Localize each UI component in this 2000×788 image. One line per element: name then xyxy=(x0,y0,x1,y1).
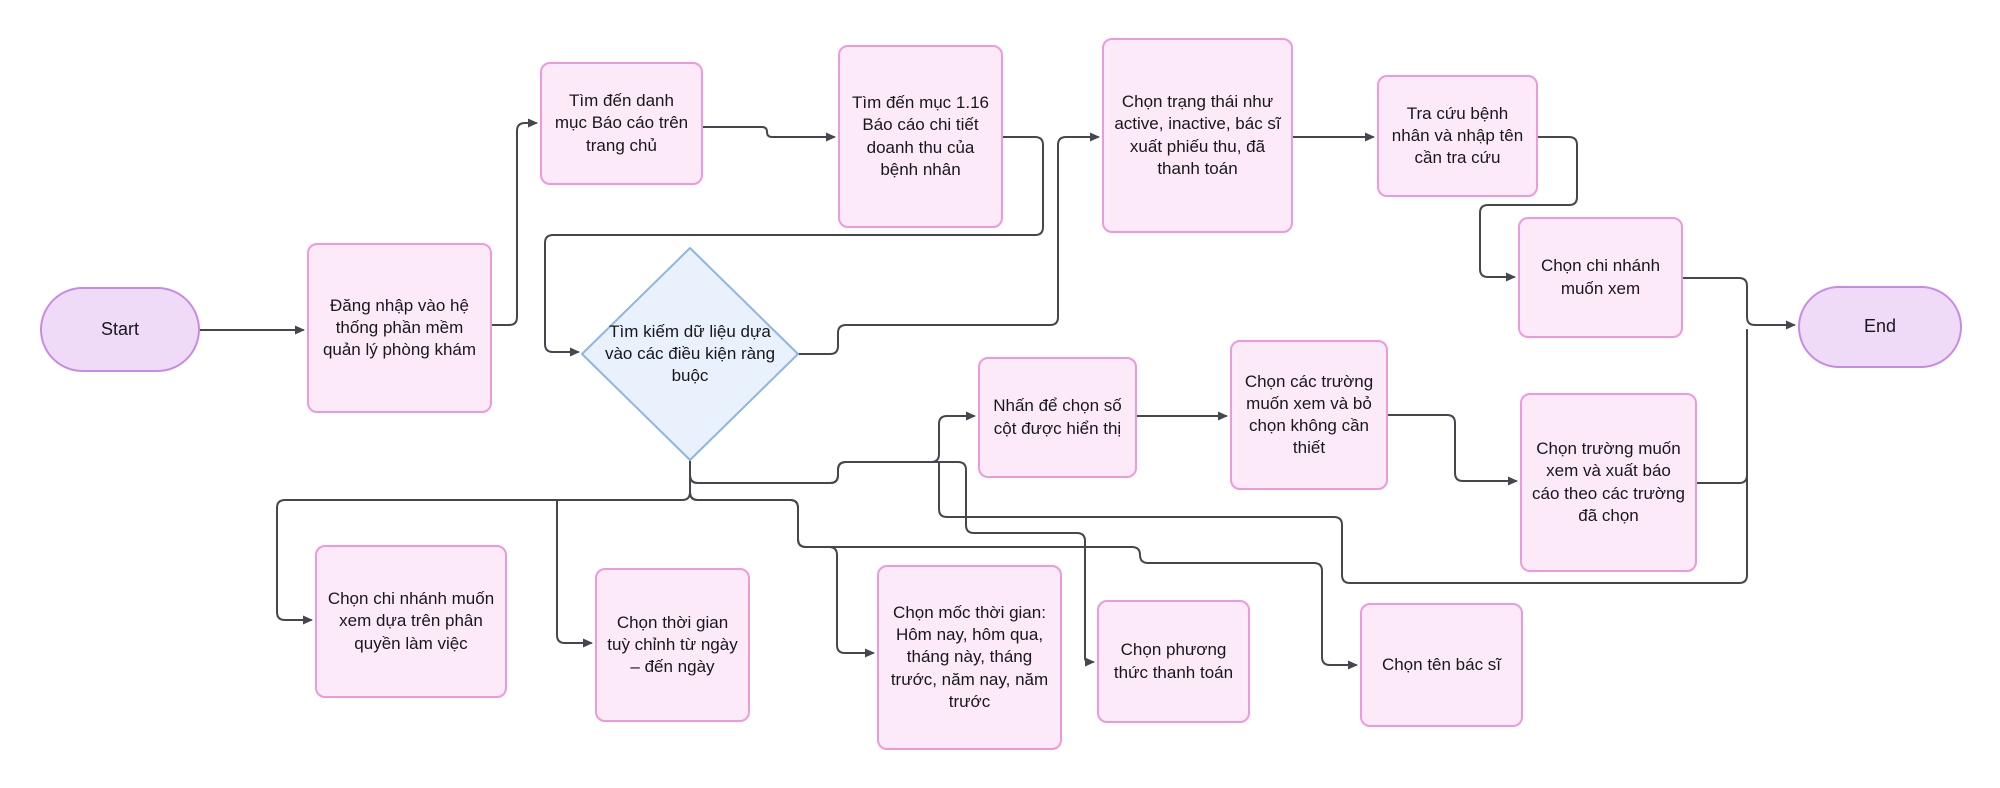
node-doctor[interactable] xyxy=(1360,603,1523,727)
node-time-presets[interactable] xyxy=(877,565,1062,750)
node-fields[interactable] xyxy=(1230,340,1388,490)
node-label-lookup: Tra cứu bệnh nhân và nhập tên cần tra cứu xyxy=(1391,103,1524,168)
node-label-export-fields: Chọn trường muốn xem và xuất báo cáo theo các trường đã chọn xyxy=(1532,439,1685,525)
node-branch-view[interactable] xyxy=(1518,217,1683,338)
node-end[interactable] xyxy=(1798,286,1962,368)
node-start[interactable] xyxy=(40,287,200,372)
node-branch-permission[interactable] xyxy=(315,545,507,698)
node-find-menu[interactable] xyxy=(540,62,703,185)
node-label-custom-time: Chọn thời gian tuỳ chỉnh từ ngày – đến ngày xyxy=(607,612,738,677)
node-label-fields: Chọn các trường muốn xem và bỏ chọn không cần thiết xyxy=(1244,371,1374,458)
edge-login-find-menu xyxy=(492,123,536,325)
node-login[interactable] xyxy=(307,243,492,413)
edge-search-decision-columns xyxy=(690,416,974,483)
edge-find-menu-find-116 xyxy=(703,127,834,137)
node-find-116[interactable] xyxy=(838,45,1003,228)
node-label-find-116: Tìm đến mục 1.16 Báo cáo chi tiết doanh thu của bệnh nhân xyxy=(851,93,989,179)
edge-fields-export-fields xyxy=(1388,415,1516,481)
node-payment[interactable] xyxy=(1097,600,1250,723)
node-label-time-presets: Chọn mốc thời gian: Hôm nay, hôm qua, tháng này, tháng trước, năm nay, năm trước xyxy=(890,603,1049,711)
edge-branch-view-end xyxy=(1683,278,1794,325)
node-label-branch-permission: Chọn chi nhánh muốn xem dựa trên phân quyền làm việc xyxy=(327,589,495,653)
node-label-doctor: Chọn tên bác sĩ xyxy=(1381,654,1502,674)
node-label-columns: Nhấn để chọn số cột được hiển thị xyxy=(993,396,1122,438)
node-status[interactable] xyxy=(1102,38,1293,233)
node-label-find-menu: Tìm đến danh mục Báo cáo trên trang chủ xyxy=(554,91,689,155)
node-label-login: Đăng nhập vào hệ thống phần mềm quản lý phòng khám xyxy=(322,295,477,360)
node-search-decision[interactable] xyxy=(590,284,790,424)
node-export-fields[interactable] xyxy=(1520,393,1697,572)
node-label-branch-view: Chọn chi nhánh muốn xem xyxy=(1540,256,1661,298)
node-label-search-decision: Tìm kiếm dữ liệu dựa vào các điều kiện ràng buộc xyxy=(604,321,776,386)
node-label-payment: Chọn phương thức thanh toán xyxy=(1113,640,1234,682)
node-columns[interactable] xyxy=(978,357,1137,478)
node-label-status: Chọn trạng thái như active, inactive, bác sĩ xuất phiếu thu, đã thanh toán xyxy=(1114,92,1281,178)
edge-search-decision-custom-time xyxy=(557,500,591,643)
node-label-end: End xyxy=(1863,316,1897,337)
node-custom-time[interactable] xyxy=(595,568,750,722)
node-label-start: Start xyxy=(100,318,139,339)
edge-export-fields-end xyxy=(1697,330,1747,483)
node-lookup[interactable] xyxy=(1377,75,1538,197)
